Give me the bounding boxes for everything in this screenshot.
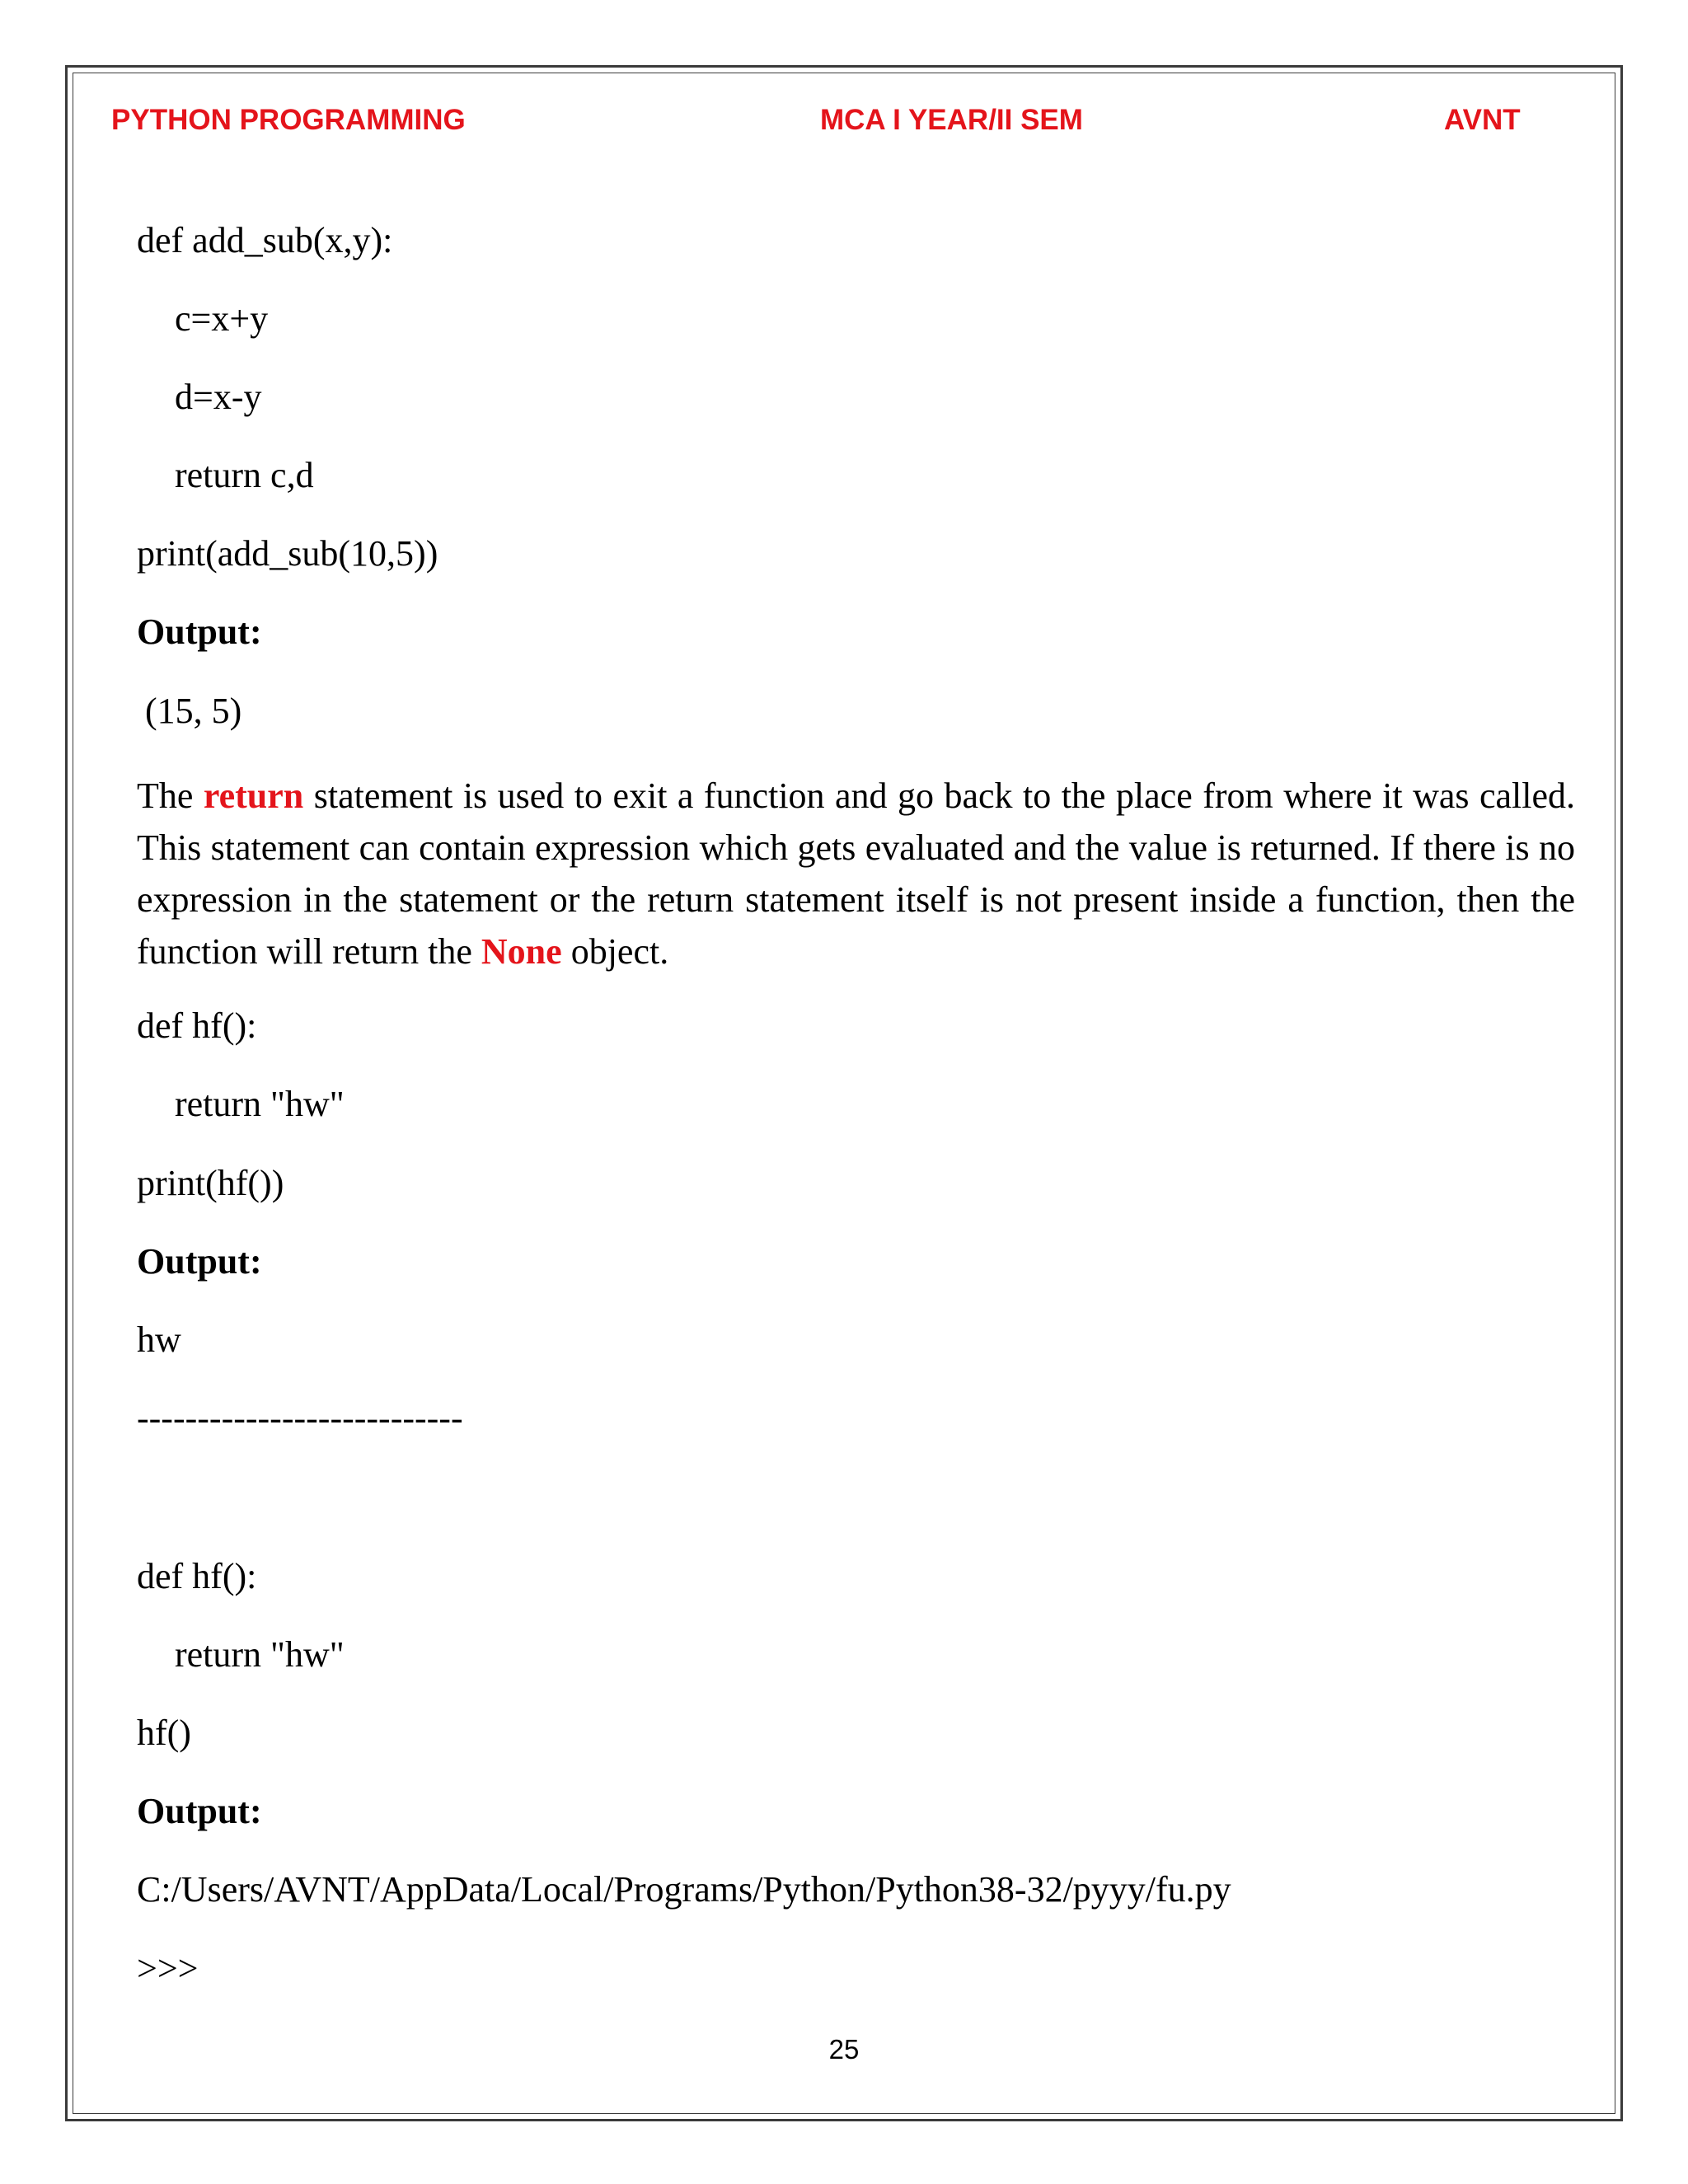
paragraph-text: object. bbox=[561, 931, 669, 972]
code-line: c=x+y bbox=[175, 298, 269, 339]
header-course-title: PYTHON PROGRAMMING bbox=[111, 104, 466, 136]
code-line: def hf(): bbox=[137, 1005, 257, 1046]
keyword-none: None bbox=[481, 931, 562, 972]
paragraph-text: statement is used to exit a function and go back to the place from where it was called. This statement can contain expression which gets evaluated and the value is returned. If there is no expression in the statement or the return statement itself is not present inside a function, then the function will return the bbox=[137, 776, 1576, 972]
output-prompt: >>> bbox=[137, 1948, 199, 1989]
output-heading: Output: bbox=[137, 1241, 262, 1282]
output-heading: Output: bbox=[137, 612, 262, 652]
output-path: C:/Users/AVNT/AppData/Local/Programs/Python/Python38-32/pyyy/fu.py bbox=[137, 1869, 1231, 1910]
output-value: hw bbox=[137, 1319, 181, 1360]
return-statement-paragraph bbox=[137, 770, 1575, 977]
output-heading: Output: bbox=[137, 1791, 262, 1831]
code-line: print(add_sub(10,5)) bbox=[137, 533, 438, 574]
code-line: d=x-y bbox=[175, 377, 262, 417]
header-author: AVNT bbox=[1444, 104, 1521, 136]
page-number: 25 bbox=[828, 2034, 860, 2064]
header-class-info: MCA I YEAR/II SEM bbox=[820, 104, 1083, 136]
code-line: hf() bbox=[137, 1713, 191, 1753]
code-line: print(hf()) bbox=[137, 1163, 284, 1203]
keyword-return: return bbox=[203, 776, 304, 816]
paragraph-text: The bbox=[137, 776, 204, 816]
code-line: def add_sub(x,y): bbox=[137, 220, 393, 260]
code-line: def hf(): bbox=[137, 1556, 257, 1596]
separator-line: --------------------------- bbox=[137, 1398, 463, 1438]
code-line: return "hw" bbox=[175, 1084, 345, 1124]
output-value: (15, 5) bbox=[145, 691, 242, 731]
code-line: return "hw" bbox=[175, 1634, 345, 1675]
code-line: return c,d bbox=[175, 455, 314, 495]
